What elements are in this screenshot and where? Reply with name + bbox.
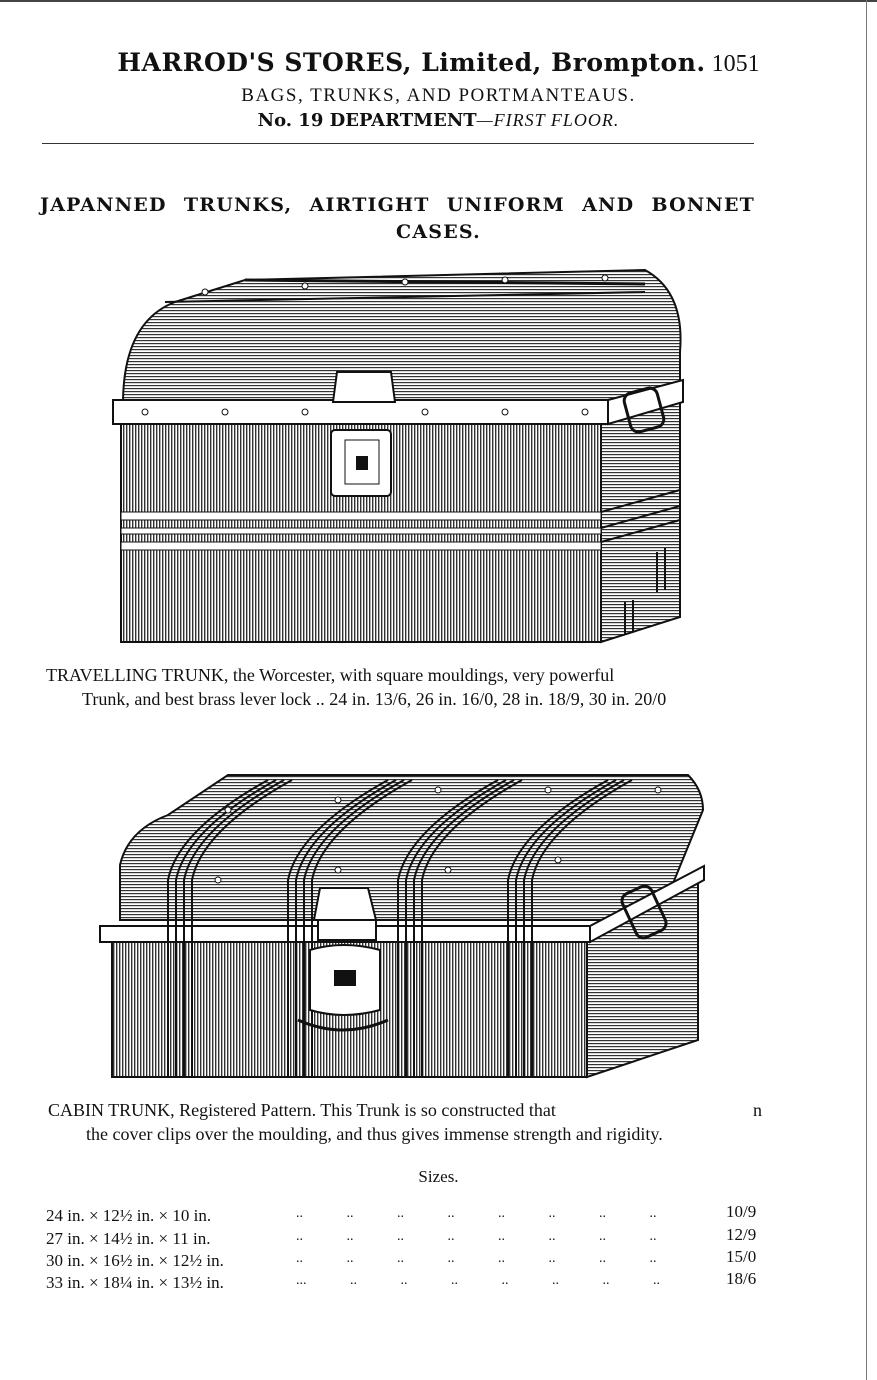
leader-dots: .. .. .. .. .. .. .. .. bbox=[296, 1251, 657, 1266]
section-title-line1: JAPANNED TRUNKS, AIRTIGHT UNIFORM AND BONNET bbox=[40, 194, 755, 216]
size-dimensions: 24 in. × 12½ in. × 10 in. bbox=[46, 1206, 212, 1225]
header-rule bbox=[42, 143, 754, 144]
sizes-heading: Sizes. bbox=[418, 1167, 459, 1186]
travelling-trunk-caption-line1: TRAVELLING TRUNK, the Worcester, with square mouldings, very powerful bbox=[46, 665, 615, 685]
cabin-trunk-illustration bbox=[98, 770, 708, 1085]
floor-label: —FIRST FLOOR. bbox=[476, 110, 620, 130]
header-subtitle: BAGS, TRUNKS, AND PORTMANTEAUS. bbox=[241, 85, 636, 106]
travelling-trunk-illustration bbox=[105, 262, 690, 650]
store-name: HARROD'S STORES, Limited, Brompton. bbox=[117, 48, 706, 77]
size-price: 12/9 bbox=[726, 1225, 757, 1244]
size-dimensions: 30 in. × 16½ in. × 12½ in. bbox=[46, 1251, 224, 1270]
department-label: No. 19 DEPARTMENT bbox=[257, 110, 477, 131]
size-dimensions: 33 in. × 18¼ in. × 13½ in. bbox=[46, 1273, 224, 1292]
cabin-trunk-caption-line1 bbox=[48, 1100, 762, 1121]
leader-dots: ... .. .. .. .. .. .. .. bbox=[296, 1273, 660, 1288]
department-line bbox=[0, 110, 877, 131]
leader-dots: .. .. .. .. .. .. .. .. bbox=[296, 1206, 657, 1221]
top-border bbox=[0, 0, 877, 2]
travelling-trunk-caption-line2: Trunk, and best brass lever lock .. 24 in. 13/6, 26 in. 16/0, 28 in. 18/9, 30 in. 20/0 bbox=[82, 689, 667, 709]
leader-dots: .. .. .. .. .. .. .. .. bbox=[296, 1229, 657, 1244]
section-title-line2: CASES. bbox=[396, 221, 481, 243]
size-price: 10/9 bbox=[726, 1202, 757, 1221]
cabin-trunk-caption-line2: the cover clips over the moulding, and thus gives immense strength and rigidity. bbox=[86, 1124, 663, 1144]
size-price: 15/0 bbox=[726, 1247, 757, 1266]
size-price: 18/6 bbox=[726, 1269, 757, 1288]
size-dimensions: 27 in. × 14½ in. × 11 in. bbox=[46, 1229, 211, 1248]
size-row bbox=[46, 1247, 776, 1273]
size-row bbox=[46, 1202, 776, 1228]
size-row bbox=[46, 1225, 776, 1251]
cabin-trunk-caption-text: CABIN TRUNK, Registered Pattern. This Trunk is so constructed that bbox=[48, 1100, 556, 1120]
size-row bbox=[46, 1269, 776, 1295]
page-header bbox=[0, 48, 877, 78]
page-number: 1051 bbox=[711, 51, 760, 77]
margin-letter: n bbox=[753, 1100, 762, 1120]
